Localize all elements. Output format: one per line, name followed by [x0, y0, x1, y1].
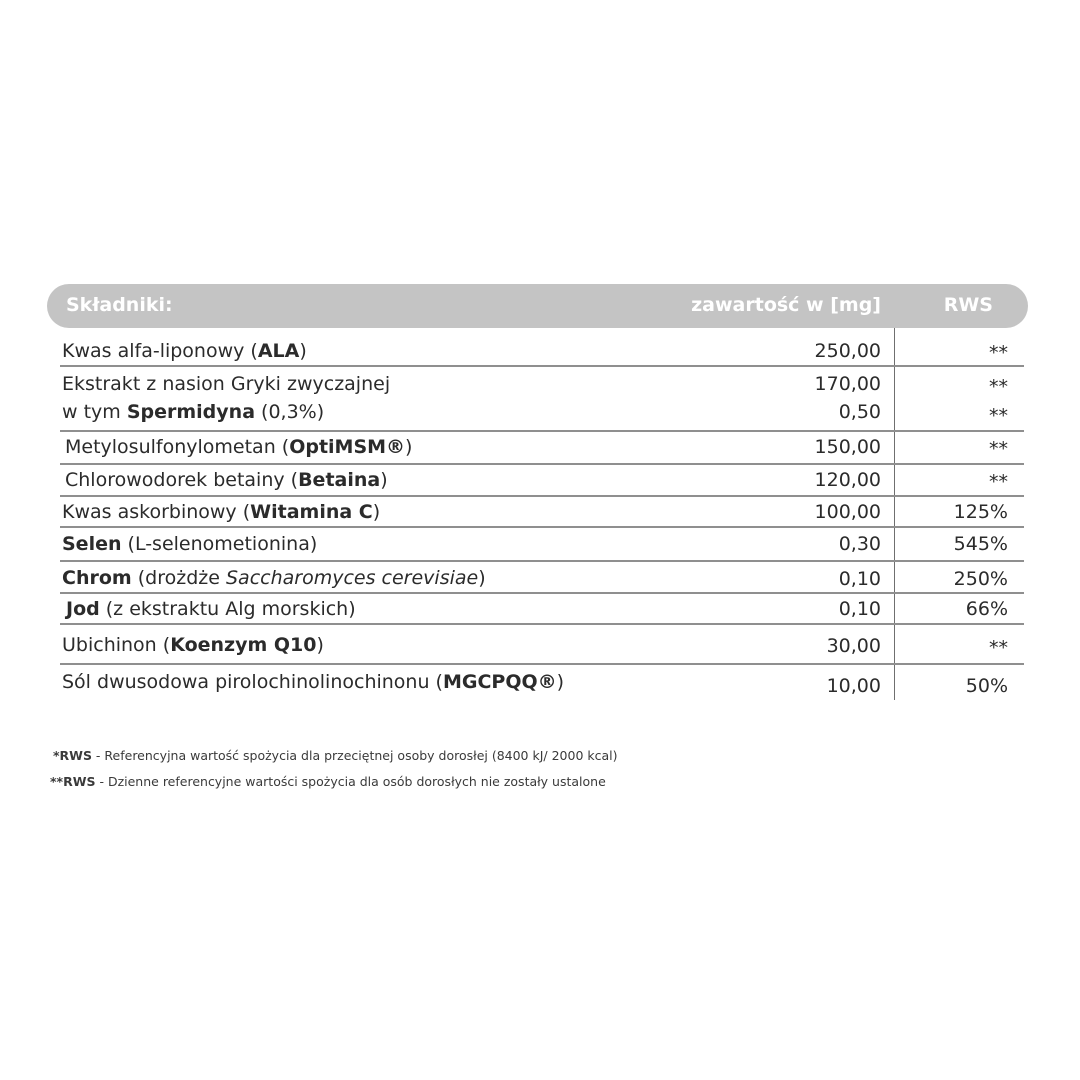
- row-separator: [60, 463, 1024, 465]
- ingredient-rws: 125%: [953, 501, 1008, 523]
- ingredient-rws: **: [989, 438, 1008, 460]
- row-separator: [60, 495, 1024, 497]
- ingredient-rws: 50%: [965, 675, 1008, 697]
- ingredient-amount: 30,00: [826, 635, 881, 657]
- row-separator: [60, 526, 1024, 528]
- ingredient-rws: **: [989, 342, 1008, 364]
- table-header: [47, 284, 1028, 328]
- ingredient-amount: 250,00: [814, 340, 881, 362]
- ingredient-name: w tym Spermidyna (0,3%): [62, 401, 325, 423]
- ingredient-name: Kwas alfa-liponowy (ALA): [62, 340, 307, 362]
- ingredient-amount: 0,50: [838, 401, 881, 423]
- ingredient-name: Ekstrakt z nasion Gryki zwyczajnej: [62, 373, 391, 395]
- nutrition-table: [47, 284, 1028, 700]
- header-amount: zawartość w [mg]: [691, 294, 881, 316]
- ingredient-amount: 0,10: [838, 568, 881, 590]
- ingredient-name: Chlorowodorek betainy (Betaina): [65, 469, 388, 491]
- ingredient-name: Kwas askorbinowy (Witamina C): [62, 501, 381, 523]
- ingredient-name: Metylosulfonylometan (OptiMSM®): [65, 436, 413, 458]
- ingredient-amount: 120,00: [814, 469, 881, 491]
- column-divider: [894, 328, 895, 700]
- ingredient-amount: 0,30: [838, 533, 881, 555]
- row-separator: [60, 560, 1024, 562]
- ingredient-name: Selen (L-selenometionina): [62, 533, 318, 555]
- ingredient-name: Sól dwusodowa pirolochinolinochinonu (MGCPQQ®): [62, 671, 565, 693]
- footnote-double-rws: **RWS - Dzienne referencyjne wartości spożycia dla osób dorosłych nie zostały ustalone: [50, 774, 606, 789]
- ingredient-rws: **: [989, 637, 1008, 659]
- row-separator: [60, 592, 1024, 594]
- row-separator: [60, 365, 1024, 367]
- ingredient-rws: 66%: [965, 598, 1008, 620]
- ingredient-amount: 100,00: [814, 501, 881, 523]
- footnote-rws: *RWS - Referencyjna wartość spożycia dla przeciętnej osoby dorosłej (8400 kJ/ 2000 kcal): [53, 748, 618, 763]
- ingredient-rws: 545%: [953, 533, 1008, 555]
- ingredient-amount: 170,00: [814, 373, 881, 395]
- ingredient-rws: **: [989, 376, 1008, 398]
- ingredient-amount: 0,10: [838, 598, 881, 620]
- row-separator: [60, 623, 1024, 625]
- header-ingredients: Składniki:: [66, 294, 173, 316]
- ingredient-name: Ubichinon (Koenzym Q10): [62, 634, 324, 656]
- ingredient-rws: **: [989, 471, 1008, 493]
- row-separator: [60, 430, 1024, 432]
- ingredient-amount: 10,00: [826, 675, 881, 697]
- ingredient-amount: 150,00: [814, 436, 881, 458]
- row-separator: [60, 663, 1024, 665]
- ingredient-rws: **: [989, 405, 1008, 427]
- header-rws: RWS: [943, 294, 993, 316]
- ingredient-name: Jod (z ekstraktu Alg morskich): [66, 598, 356, 620]
- ingredient-name: Chrom (drożdże Saccharomyces cerevisiae): [62, 567, 486, 589]
- ingredient-rws: 250%: [953, 568, 1008, 590]
